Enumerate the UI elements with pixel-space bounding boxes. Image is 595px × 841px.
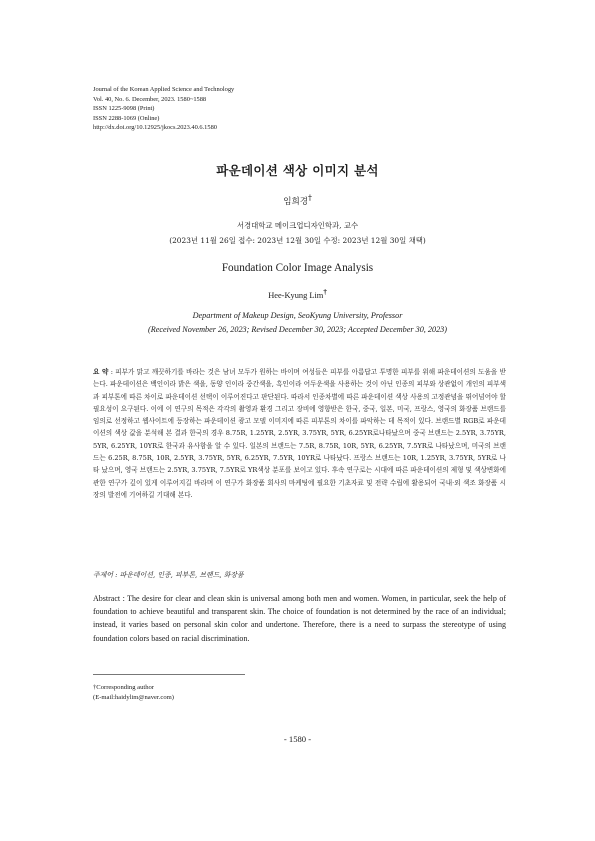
journal-volume: Vol. 40, No. 6. December, 2023. 1580~1588 — [93, 95, 207, 103]
author-english-name: Hee-Kyung Lim — [268, 290, 324, 300]
footnote-label: Corresponding author — [96, 684, 154, 691]
author-korean-name: 임희경 — [283, 196, 309, 207]
abstract-korean-label: 요 약 — [93, 368, 109, 376]
title-korean: 파운데이션 색상 이미지 분석 — [216, 163, 379, 178]
page-number: - 1580 - — [283, 734, 312, 744]
affiliation-korean: 서경대학교 메이크업디자인학과, 교수 — [236, 221, 359, 230]
title-english: Foundation Color Image Analysis — [221, 262, 374, 274]
corresponding-dagger-en: † — [323, 288, 327, 296]
footnote — [93, 683, 174, 704]
abstract-korean-text: : 피부가 맑고 깨끗하기를 바라는 것은 남녀 모두가 원하는 바이며 여성들은 피부를 아름답고 투명한 피부를 위해 파운데이션의 도움을 받는다. 파운데이션은 백인이라 밝은 색을, 동양 인이라 중간색을, 흑인이라 어두운색을 사용하는 것이 아닌 인종의 피부와 상관없이 개인의 피부색과 피부톤에 따른 차이로 파운데이션 선택이 이루어진다고 판단된다. 따라서 인종차별에 따른 파운데이션 색상 사용의 고정관념을 뛰어넘어야 할 필요성이 요구된다. 이에 이 연구의 목적은 각각의 촬영과 환경 그리고 장비에 영향받은 한국, 중국, 일본, 미국, 프랑스, 영국의 화장품 브랜드를 임의로 선정하고 웹사이트에 등장하는 파운데이션 광고 모델 이미지에 따른 피부톤의 차이를 파악하는 데 목적이 있다. 브랜드별 RGB로 파운데이션의 색상 값을 분석해 본 결과 한국의 경우 8.75R, 1.25YR, 2.5YR, 3.75YR, 5YR, 6.25YR로나타났으며 중국 브랜드는 2.5YR, 3.75YR, 5YR, 6.25YR, 10YR로 한국과 유사함을 알 수 있다. 일본의 브랜드는 7.5R, 8.75R, 10R, 5YR, 6.25YR, 7.5YR로 나타났으며, 미국의 브랜드는 6.25R, 8.75R, 10R, 2.5YR, 3.75YR, 5YR, 6.25YR, 7.5YR, 10YR로 나타났다. 프랑스 브랜드는 10R, 1.25YR, 3.75YR, 5YR로 나타 났으며, 영국 브랜드는 2.5YR, 3.75YR, 7.5YR로 YR색상 분포를 보이고 있다. 후속 연구로는 시대에 따른 파운데이션의 제형 및 색상변화에 관한 연구가 깊이 있게 이루어지길 바라며 이 연구가 화장품 회사의 마케팅에 필요한 기초자료 및 전략 수립에 활용되어 국내·외 색조 화장품 시장의 발전에 기여하길 기대해 본다. — [93, 368, 506, 499]
abstract-korean — [93, 366, 506, 501]
doi-link[interactable]: http://dx.doi.org/10.12925/jkocs.2023.40.6.1580 — [93, 124, 217, 132]
author-korean — [0, 193, 595, 207]
affiliation-english: Department of Makeup Design, SeoKyung University, Professor — [192, 311, 403, 320]
footnote-dagger: † — [93, 684, 97, 691]
dates-english: (Received November 26, 2023; Revised December 30, 2023; Accepted December 30, 2023) — [147, 325, 448, 334]
corresponding-dagger: † — [308, 193, 312, 202]
abstract-english: Abstract : The desire for clear and clean skin is universal among both men and women. Women, in particular, seek the help of foundation to achieve beautiful and transparent skin. The choice of foundation is not determined by the race of an individual; instead, it varies based on personal skin color and undertone. Therefore, there is a need to surpass the stereotype of using foundation colors based on racial discrimination. — [93, 594, 506, 643]
issn-online: ISSN 2288-1069 (Online) — [93, 114, 160, 122]
journal-header — [93, 85, 234, 133]
footnote-email[interactable]: (E-mail:haidylim@naver.com) — [93, 694, 174, 702]
issn-print: ISSN 1225-9098 (Print) — [93, 105, 155, 113]
footnote-divider — [93, 674, 245, 675]
dates-korean: (2023년 11월 26일 접수: 2023년 12월 30일 수정: 2023년 12월 30일 채택) — [169, 236, 426, 245]
journal-name: Journal of the Korean Applied Science and Technology — [93, 86, 235, 93]
author-english — [0, 288, 595, 300]
keywords-korean: 주제어 : 파운데이션, 인종, 피부톤, 브랜드, 화장품 — [93, 571, 244, 579]
